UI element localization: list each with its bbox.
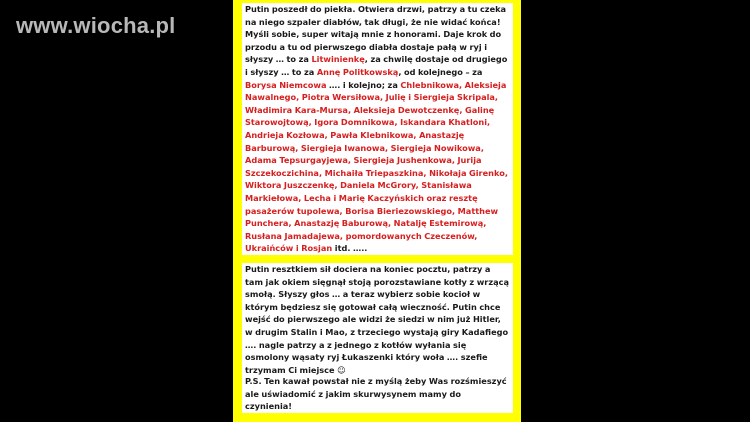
victim-name-2: Annę Politkowską [316, 66, 399, 77]
paragraph-1 [242, 3, 513, 255]
site-watermark: www.wiocha.pl [16, 13, 176, 38]
joke-panel [233, 0, 521, 422]
victim-names-list: Chlebnikowa, Aleksieja Nawalnego, Piotra Wersiłowa, Julię i Siergieja Skripala, Władimira Kara-Mursa, Aleksieja Dewotczenkę, Galinę Starowojtową, Igora Domnikowa, Iskandara Khatloni, Andrieja Kozłowa, Pawła Klebnikowa, Anastazję Barburową, Siergieja Iwanowa, Siergieja Nowikowa, Adama Tepsurgayjewa, Siergieja Jushenkowa, Jurija Szczekoczichina, Michaiła Triepaszkina, Nikołaja Girenko, Wiktora Juszczenkę, Daniela McGrory, Stanisława Markiełowa, Lecha i Marię Kaczyńskich oraz resztę pasażerów tupolewa, Borisa Bieriezowskiego, Matthew Punchera, Anastazję Baburową, Natalję Estemirową, Rusłana Jamadajewa, pomordowanych Czeczenów, Ukraińców i Rosjan [245, 79, 508, 254]
victim-name-3: Borysa Niemcowa [245, 79, 327, 90]
p1-mid2: , od kolejnego – za [398, 66, 483, 77]
p1-ending: itd. ….. [332, 243, 368, 254]
p1-mid3: …. i kolejno; za [326, 79, 401, 90]
paragraph-2: Putin resztkiem sił dociera na koniec pocztu, patrzy a tam jak okiem sięgnął stoją porozstawiane kotły z wrzącą smołą. Słyszy głos … a teraz wybierz sobie kocioł w którym będziesz się gotował całą wieczność. Putin chce wejść do pierwszego ale widzi że siedzi w nim już Hitler, w drugim Stalin i Mao, z trzeciego wystają giry Kadafiego …. nagle patrzy a z jednego z kotłów wyłania się osmolony wąsaty ryj Łukaszenki który woła …. szefie trzymam Ci miejsce ☺ [242, 263, 513, 376]
p1-intro: Putin poszedł do piekła. Otwiera drzwi, patrzy a tu czeka na niego szpaler diabłów, tak długi, że nie widać końca! Myśli sobie, super witają mnie z honorami. Daje krok do przodu a tu od pierwszego diabła dostaje pałą w ryj i słyszy … to za [245, 4, 507, 65]
p1-mid1: , za chwilę dostaje od drugiego i słyszy … to za [245, 54, 508, 77]
paragraph-3: P.S. Ten kawał powstał nie z myślą żeby Was rozśmieszyć ale uświadomić z jakim skurwysynem mamy do czynienia! [242, 375, 513, 413]
victim-name-1: Litwinienkę [311, 54, 365, 65]
